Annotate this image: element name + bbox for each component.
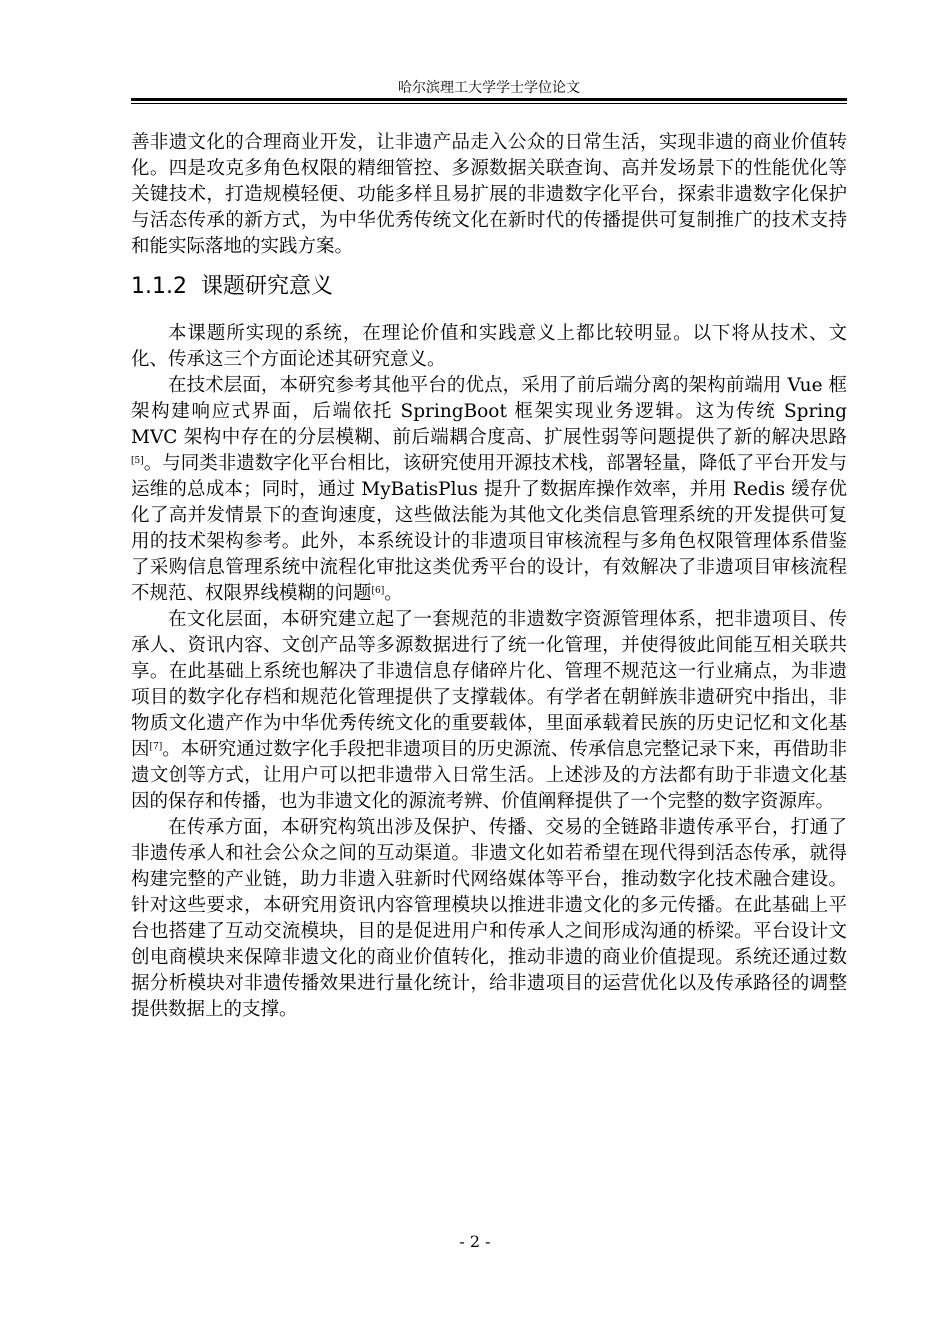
section-number: 1.1.2 xyxy=(131,274,187,299)
paragraph-text: 。 xyxy=(384,583,403,604)
paragraph-text: 在技术层面，本研究参考其他平台的优点，采用了前后端分离的架构前端用 Vue 框架构建响应式界面，后端依托 SpringBoot 框架实现业务逻辑。这为传统 Spring MVC 架构中存在的分层模糊、前后端耦合度高、扩展性弱等问题提供了新的解决思路 xyxy=(131,375,847,448)
paragraph-inheritance: 在传承方面，本研究构筑出涉及保护、传播、交易的全链路非遗传承平台，打通了非遗传承人和社会公众之间的互动渠道。非遗文化如若希望在现代得到活态传承，就得构建完整的产业链，助力非遗入驻新时代网络媒体等平台，推动数字化技术融合建设。针对这些要求，本研究用资讯内容管理模块以推进非遗文化的多元传播。在此基础上平台也搭建了互动交流模块，目的是促进用户和传承人之间形成沟通的桥梁。平台设计文创电商模块来保障非遗文化的商业价值转化，推动非遗的商业价值提现。系统还通过数据分析模块对非遗传播效果进行量化统计，给非遗项目的运营优化以及传承路径的调整提供数据上的支撑。 xyxy=(131,817,847,1020)
paragraph-intro: 本课题所实现的系统，在理论价值和实践意义上都比较明显。以下将从技术、文化、传承这三个方面论述其研究意义。 xyxy=(131,323,847,370)
citation: [5] xyxy=(131,456,144,466)
header-rule-thin xyxy=(131,103,847,104)
section-heading xyxy=(131,273,847,301)
paragraph-text: 。本研究通过数字化手段把非遗项目的历史源流、传承信息完整记录下来，再借助非遗文创等方式，让用户可以把非遗带入日常生活。上述涉及的方法都有助于非遗文化基因的保存和传播，也为非遗文化的源流考辨、价值阐释提供了一个完整的数字资源库。 xyxy=(131,739,847,812)
header-rule-thick xyxy=(131,98,847,101)
paragraph-culture xyxy=(131,607,847,815)
running-header: 哈尔滨理工大学学士学位论文 xyxy=(398,80,580,96)
page-number: - 2 - xyxy=(459,1232,491,1251)
citation: [6] xyxy=(371,586,385,596)
section-title: 课题研究意义 xyxy=(200,274,333,299)
paragraph-continued: 善非遗文化的合理商业开发，让非遗产品走入公众的日常生活，实现非遗的商业价值转化。四是攻克多角色权限的精细管控、多源数据关联查询、高并发场景下的性能优化等关键技术，打造规模轻便、功能多样且易扩展的非遗数字化平台，探索非遗数字化保护与活态传承的新方式，为中华优秀传统文化在新时代的传播提供可复制推广的技术支持和能实际落地的实践方案。 xyxy=(131,132,847,257)
citation: [7] xyxy=(149,742,163,752)
paragraph-technology xyxy=(131,373,847,607)
paragraph-text: 。与同类非遗数字化平台相比，该研究使用开源技术栈，部署轻量，降低了平台开发与运维的总成本；同时，通过 MyBatisPlus 提升了数据库操作效率，并用 Redis 缓存优化了高并发情景下的查询速度，这些做法能为其他文化类信息管理系统的开发提供可复用的技术架构参考。此外，本系统设计的非遗项目审核流程与多角色权限管理体系借鉴了采购信息管理系统中流程化审批这类优秀平台的设计，有效解决了非遗项目审核流程不规范、权限界线模糊的问题 xyxy=(131,453,847,604)
paragraph-text: 在文化层面，本研究建立起了一套规范的非遗数字资源管理体系，把非遗项目、传承人、资讯内容、文创产品等多源数据进行了统一化管理，并使得彼此间能互相关联共享。在此基础上系统也解决了非遗信息存储碎片化、管理不规范这一行业痛点，为非遗项目的数字化存档和规范化管理提供了支撑载体。有学者在朝鲜族非遗研究中指出，非物质文化遗产作为中华优秀传统文化的重要载体，里面承载着民族的历史记忆和文化基因 xyxy=(131,609,847,760)
body-text xyxy=(131,130,847,1023)
